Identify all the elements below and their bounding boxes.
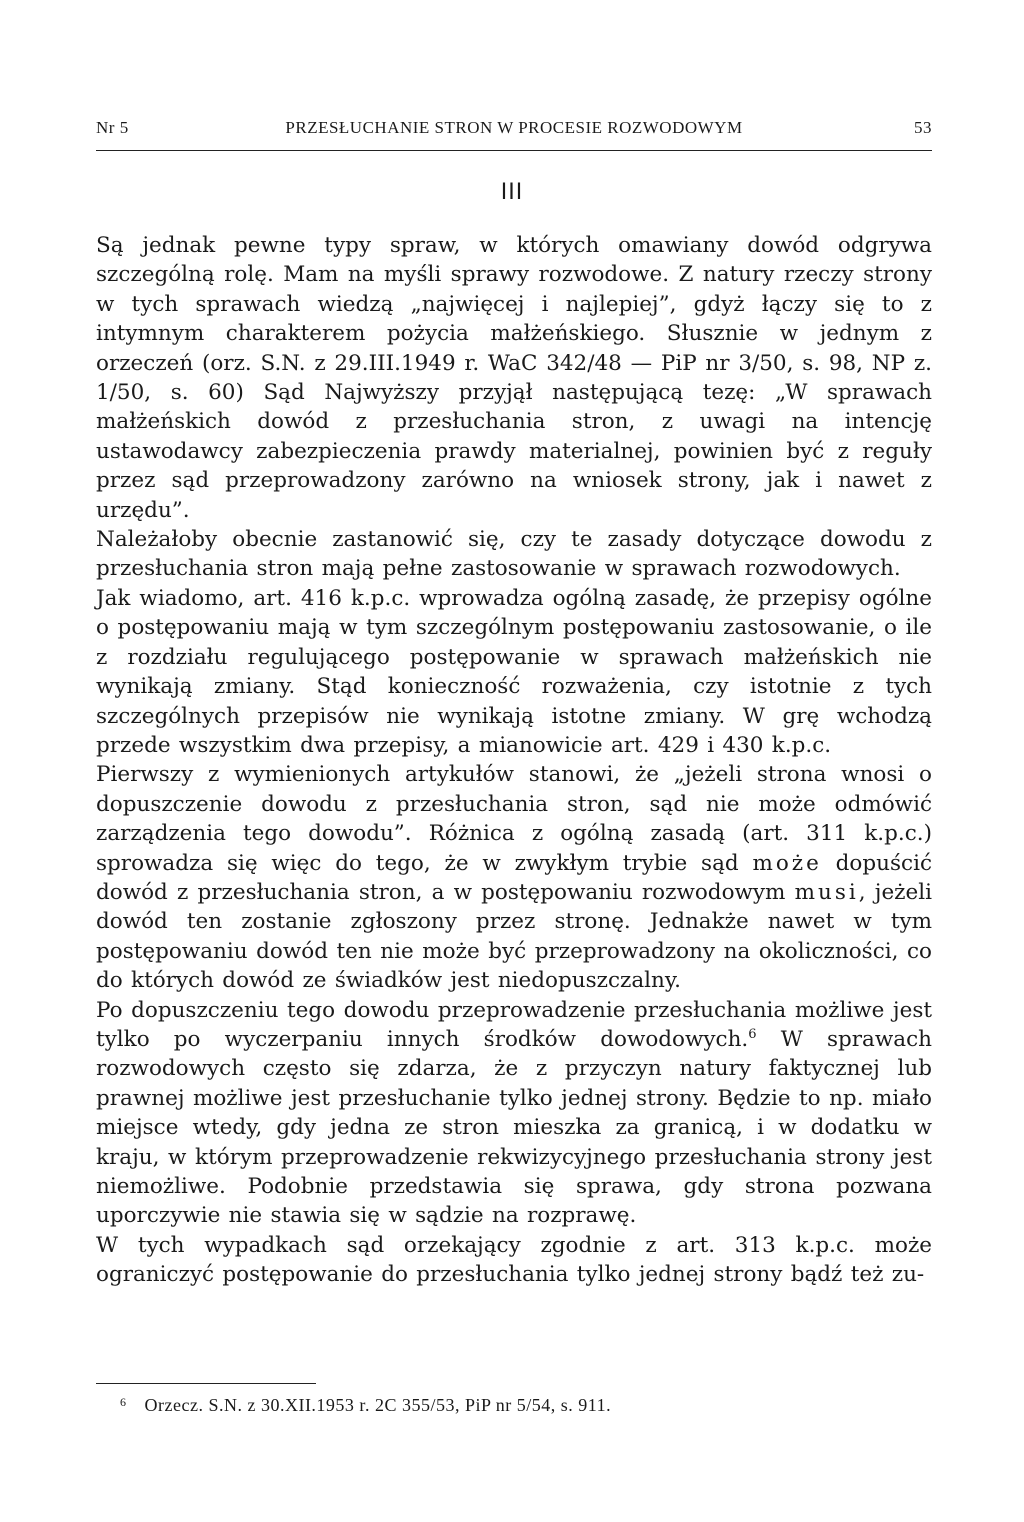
paragraph: W tych wypadkach sąd orzekający zgodnie z art. 313 k.p.c. może ograniczyć postępowanie do przesłuchania tylko jednej strony bądź też zu-: [96, 1232, 932, 1288]
paragraph-text: Pierwszy z wymienionych artykułów stanowi, że „jeżeli strona wnosi o dopuszczenie dowodu z przesłuchania stron, sąd nie może odmówić zarządzenia tego dowodu”. Różnica z ogólną zasadą (art. 311 k.p.c.) sprowadza się więc do tego, że w zwykłym trybie sąd: [96, 762, 932, 876]
header-rule: [96, 150, 932, 151]
paragraph: Jak wiadomo, art. 416 k.p.c. wprowadza ogólną zasadę, że przepisy ogólne o postępowaniu mają w tym szczególnym postępowaniu zastosowanie, o ile z rozdziału regulującego postępowanie w sprawach małżeńskich nie wynikają zmiany. Stąd konieczność rozważenia, czy istotnie z tych szczególnych przepisów nie wynikają istotne zmiany. W grę wchodzą przede wszystkim dwa przepisy, a mianowicie art. 429 i 430 k.p.c.: [96, 585, 932, 758]
paragraph-text: , jeżeli dowód ten zostanie zgłoszony przez stronę. Jednakże nawet w tym postępowaniu dowód ten nie może być przeprowadzony na okoliczności, co do których dowód ze świadków jest niedopuszczalny.: [96, 879, 932, 994]
emphasis-may: może: [752, 850, 822, 876]
running-title: PRZESŁUCHANIE STRON W PROCESIE ROZWODOWYM: [285, 118, 743, 137]
footnote-text: Orzecz. S.N. z 30.XII.1953 r. 2C 355/53, PiP nr 5/54, s. 911.: [144, 1395, 612, 1415]
paragraph: Należałoby obecnie zastanowić się, czy te zasady dotyczące dowodu z przesłuchania stron mają pełne zastosowanie w sprawach rozwodowych.: [96, 527, 932, 582]
paragraph: Są jednak pewne typy spraw, w których omawiany dowód odgrywa szczególną rolę. Mam na myśli sprawy rozwodowe. Z natury rzeczy strony w tych sprawach wiedzą „najwięcej i najlepiej”, gdyż łączy się to z intymnym charakterem pożycia małżeńskiego. Słusznie w jednym z orzeczeń (orz. S.N. z 29.III.1949 r. WaC 342/48 — PiP nr 3/50, s. 98, NP z. 1/50, s. 60) Sąd Najwyższy przyjął następującą tezę: „W sprawach małżeńskich dowód z przesłuchania stron, z uwagi na intencję ustawodawcy zabezpieczenia prawdy materialnej, powinien być z reguły przez sąd przeprowadzony zarówno na wniosek strony, jak i nawet z urzędu”.: [96, 233, 932, 523]
paragraph: [96, 996, 932, 1231]
paragraph-text: Po dopuszczeniu tego dowodu przeprowadzenie przesłuchania możliwe jest tylko po wyczerpaniu innych środków dowodowych.: [96, 997, 932, 1052]
footnote-reference: 6: [748, 1026, 757, 1042]
paragraph-text: W sprawach rozwodowych często się zdarza, że z przyczyn natury faktycznej lub prawnej możliwe jest przesłuchanie tylko jednej strony. Będzie to np. miało miejsce wtedy, gdy jedna ze stron mieszka za granicą, i w dodatku w kraju, w którym przeprowadzenie rekwizycyjnego przesłuchania strony jest niemożliwe. Podobnie przedstawia się sprawa, gdy strona pozwana uporczywie nie stawia się w sądzie na rozprawę.: [96, 1026, 932, 1229]
journal-issue: Nr 5: [96, 118, 129, 137]
paragraph-text: dopuścić dowód z przesłuchania stron, a w postępowaniu rozwodowym: [96, 850, 932, 905]
footnote: [120, 1395, 920, 1416]
footnote-mark: 6: [120, 1395, 127, 1409]
section-number: III: [500, 180, 524, 205]
body-text: [96, 231, 932, 1290]
page-number: 53: [914, 118, 932, 137]
paragraph: [96, 760, 932, 995]
emphasis-must: musi: [794, 879, 859, 905]
footnote-rule: [96, 1383, 316, 1384]
running-head: [96, 118, 932, 148]
